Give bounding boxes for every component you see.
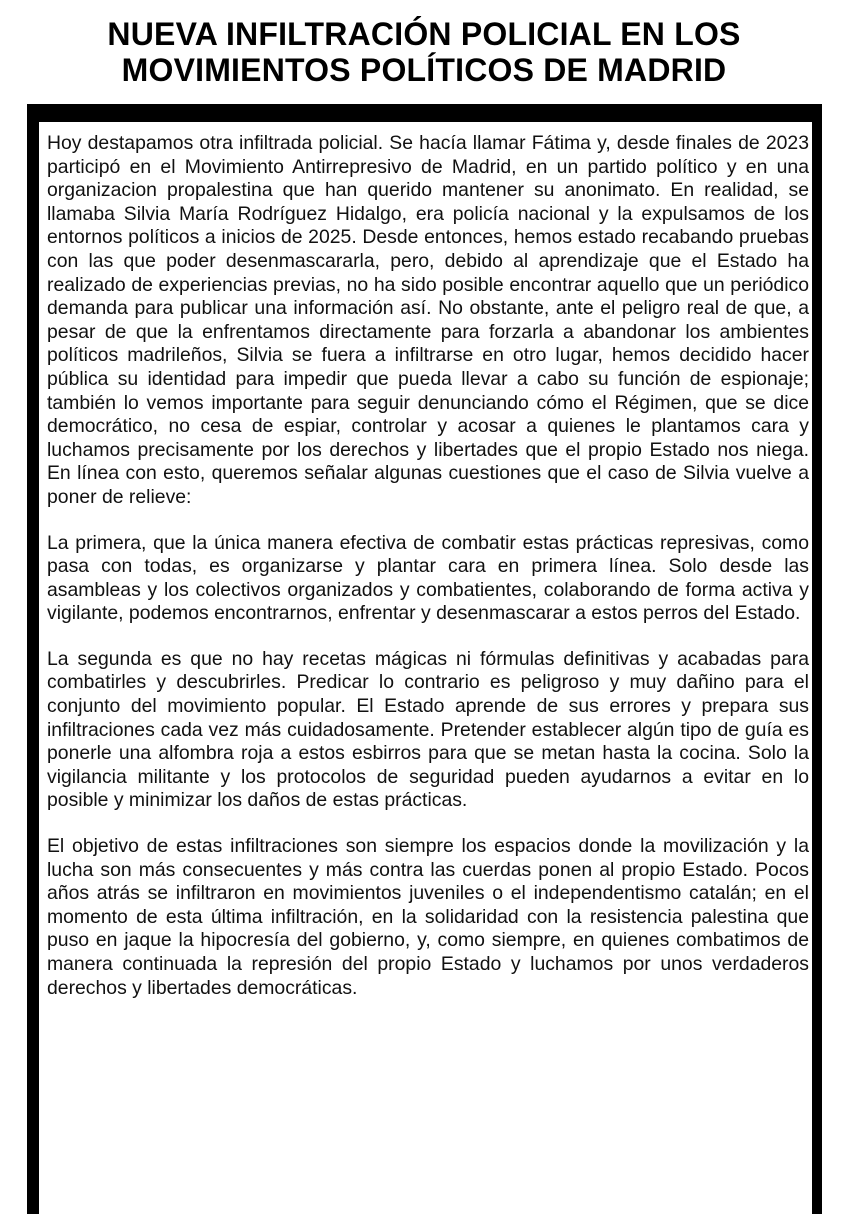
paragraph-second-point: La segunda es que no hay recetas mágicas ni fórmulas definitivas y acabadas para combatirles y descubrirles. Predicar lo contrario es peligroso y muy dañino para el conjunto del movimiento popular. El Estado aprende de sus errores y prepara sus infiltraciones cada vez más cuidadosamente. Pretender establecer algún tipo de guía es ponerle una alfombra roja a estos esbirros para que se metan hasta la cocina. Solo la vigilancia militante y los protocolos de seguridad pueden ayudarnos a evitar en lo posible y minimizar los daños de estas prácticas. [47, 647, 809, 812]
page-title-line-2: MOVIMIENTOS POLÍTICOS DE MADRID [121, 52, 727, 88]
page-title [0, 16, 848, 88]
paragraph-first-point: La primera, que la única manera efectiva de combatir estas prácticas represivas, como pasa con todas, es organizarse y plantar cara en primera línea. Solo desde las asambleas y los colectivos organizados y combatientes, colaborando de forma activa y vigilante, podemos encontrarnos, enfrentar y desenmascarar a estos perros del Estado. [47, 531, 809, 625]
paragraph-objective: El objetivo de estas infiltraciones son siempre los espacios donde la movilización y la lucha son más consecuentes y más contra las cuerdas ponen al propio Estado. Pocos años atrás se infiltraron en movimientos juveniles o el independentismo catalán; en el momento de esta última infiltración, en la solidaridad con la resistencia palestina que puso en jaque la hipocresía del gobierno, y, como siempre, en quienes combatimos de manera continuada la represión del propio Estado y luchamos por unos verdaderos derechos y libertades democráticas. [47, 835, 809, 999]
article-body [47, 132, 809, 1022]
page-title-line-1: NUEVA INFILTRACIÓN POLICIAL EN LOS [107, 16, 741, 52]
paragraph-intro: Hoy destapamos otra infiltrada policial. Se hacía llamar Fátima y, desde finales de 2023 participó en el Movimiento Antirrepresivo de Madrid, en un partido político y en una organizacion propalestina que han querido mantener su anonimato. En realidad, se llamaba Silvia María Rodríguez Hidalgo, era policía nacional y la expulsamos de los entornos políticos a inicios de 2025. Desde entonces, hemos estado recabando pruebas con las que poder desenmascararla, pero, debido al aprendizaje que el Estado ha realizado de experiencias previas, no ha sido posible encontrar aquello que un periódico demanda para publicar una información así. No obstante, ante el peligro real de que, a pesar de que la enfrentamos directamente para forzarla a abandonar los ambientes políticos madrileños, Silvia se fuera a infiltrarse en otro lugar, hemos decidido hacer pública su identidad para impedir que pueda llevar a cabo su función de espionaje; también lo vemos importante para seguir denunciando cómo el Régimen, que se dice democrático, no cesa de espiar, controlar y acosar a quienes le plantamos cara y luchamos precisamente por los derechos y libertades que el propio Estado nos niega. En línea con esto, queremos señalar algunas cuestiones que el caso de Silvia vuelve a poner de relieve: [47, 132, 809, 508]
page-header [0, 16, 848, 88]
